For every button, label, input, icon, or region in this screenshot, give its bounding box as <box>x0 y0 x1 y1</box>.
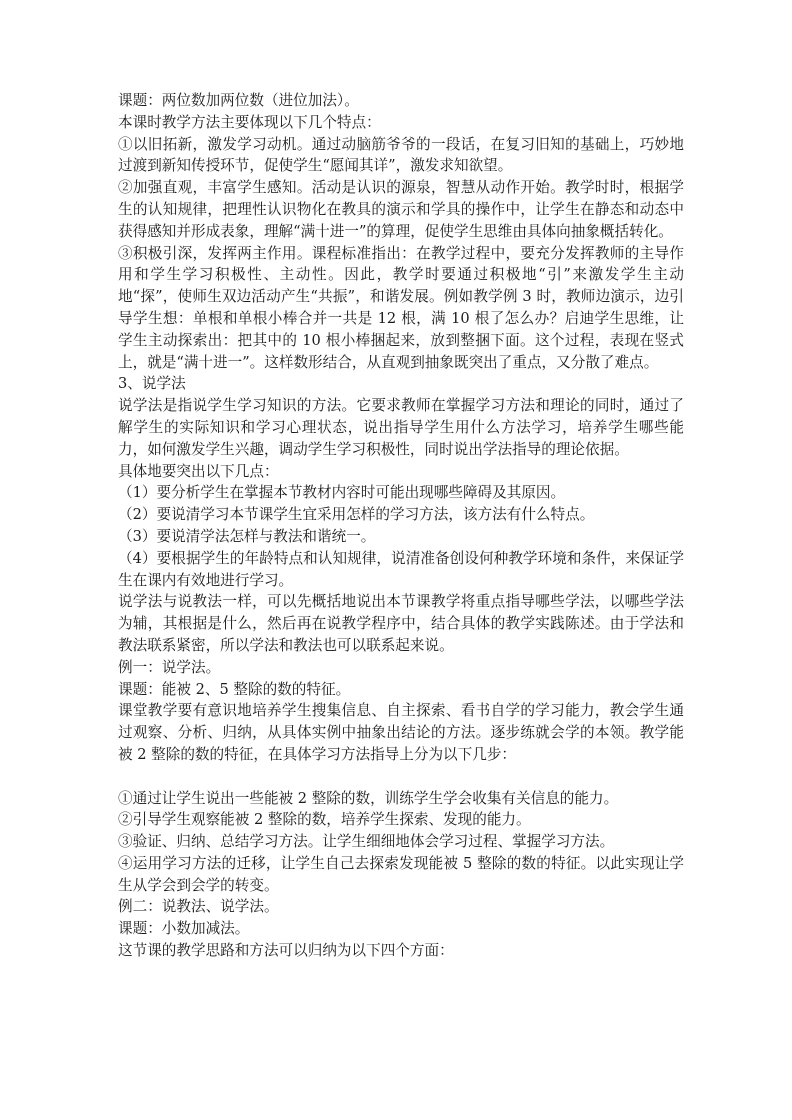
key-point-1: （1）要分析学生在掌握本节教材内容时可能出现哪些障碍及其原因。 <box>118 484 566 502</box>
section-heading-study-method: 3、说学法 <box>118 375 186 393</box>
example-1-heading: 例一：说学法。 <box>118 658 221 676</box>
example-1-paragraph: 课堂教学要有意识地培养学生搜集信息、自主探索、看书自学的学习能力，教会学生通过观察、分析、归纳，从具体实例中抽象出结论的方法。逐步练就会学的本领。教学能被 2 整除的数的特征，在具体学习方法指导上分为以下几步： <box>118 702 684 763</box>
step-3: ③验证、归纳、总结学习方法。让学生细细地体会学习过程、掌握学习方法。 <box>118 833 615 851</box>
key-point-4: （4）要根据学生的年龄特点和认知规律，说清准备创设何种教学环境和条件，来保证学生在课内有效地进行学习。 <box>118 549 684 589</box>
feature-2: ②加强直观，丰富学生感知。活动是认识的源泉，智慧从动作开始。教学时时，根据学生的认知规律，把理性认识物化在教具的演示和学具的操作中，让学生在静态和动态中获得感知并形成表象，理解“满十进一”的算理，促使学生思维由具体向抽象概括转化。 <box>118 179 684 240</box>
step-1: ①通过让学生说出一些能被 2 整除的数，训练学生学会收集有关信息的能力。 <box>118 789 619 807</box>
lesson-title-1: 课题：两位数加两位数（进位加法）。 <box>118 92 359 109</box>
method-intro: 本课时教学方法主要体现以下几个特点： <box>118 113 381 131</box>
blank-line <box>118 766 684 788</box>
document-body <box>118 90 684 962</box>
step-2: ②引导学生观察能被 2 整除的数，培养学生探索、发现的能力。 <box>118 811 531 829</box>
feature-1: ①以旧拓新，激发学习动机。通过动脑筋爷爷的一段话，在复习旧知的基础上，巧妙地过渡到新知传授环节，促使学生“愿闻其详”，激发求知欲望。 <box>118 135 684 175</box>
closing-intro: 这节课的教学思路和方法可以归纳为以下四个方面： <box>118 942 454 960</box>
step-4: ④运用学习方法的迁移，让学生自己去探索发现能被 5 整除的数的特征。以此实现让学生从学会到会学的转变。 <box>118 854 684 894</box>
example-2-heading: 例二：说教法、说学法。 <box>118 898 279 916</box>
study-vs-teaching-paragraph: 说学法与说教法一样，可以先概括地说出本节课教学将重点指导哪些学法，以哪些学法为辅，其根据是什么，然后再在说教学程序中，结合具体的教学实践陈述。由于学法和教法联系紧密，所以学法和教法也可以联系起来说。 <box>118 593 684 654</box>
feature-3: ③积极引深，发挥两主作用。课程标准指出：在教学过程中，要充分发挥教师的主导作用和学生学习积极性、主动性。因此，教学时要通过积极地“引”来激发学生主动地“探”，使师生双边活动产生“共振”，和谐发展。例如教学例 3 时，教师边演示，边引导学生想：单根和单根小棒合并一共是 12 根，满 10 根了怎么办？启迪学生思维，让学生主动探索出：把其中的 10 根小棒捆起来，放到整捆下面。这个过程，表现在竖式上，就是“满十进一”。这样数形结合，从直观到抽象既突出了重点，又分散了难点。 <box>118 244 684 371</box>
study-method-definition: 说学法是指说学生学习知识的方法。它要求教师在掌握学习方法和理论的同时，通过了解学生的实际知识和学习心理状态，说出指导学生用什么方法学习，培养学生哪些能力，如何激发学生兴趣，调动学生学习积极性，同时说出学法指导的理论依据。 <box>118 397 684 458</box>
lesson-title-2: 课题：能被 2、5 整除的数的特征。 <box>118 680 351 698</box>
lesson-title-3: 课题：小数加减法。 <box>118 920 250 938</box>
key-points-intro: 具体地要突出以下几点： <box>118 462 279 480</box>
key-point-3: （3）要说清学法怎样与教法和谐统一。 <box>118 527 376 545</box>
key-point-2: （2）要说清学习本节课学生宜采用怎样的学习方法，该方法有什么特点。 <box>118 506 595 524</box>
